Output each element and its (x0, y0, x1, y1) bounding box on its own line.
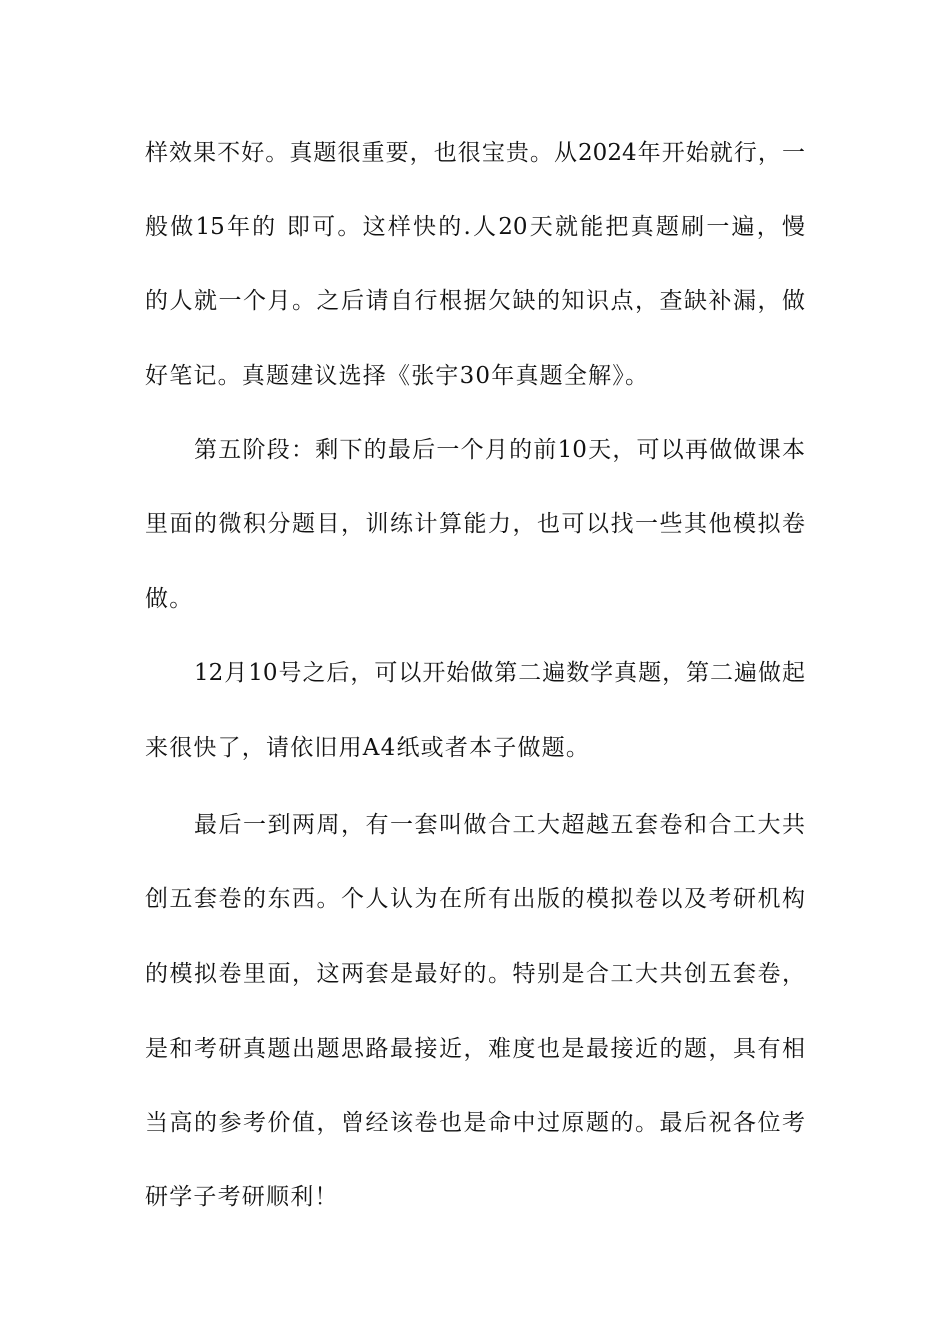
text-line-1: 样效果不好。真题很重要，也很宝贵。从2024年开始就行，一 (145, 140, 805, 166)
text-line-9: 来很快了，请依旧用A4纸或者本子做题。 (145, 735, 591, 761)
text-line-5: 第五阶段：剩下的最后一个月的前10天，可以再做做课本 (194, 437, 805, 463)
text-line-4: 好笔记。真题建议选择《张宇30年真题全解》。 (145, 363, 650, 389)
text-line-15: 研学子考研顺利！ (145, 1184, 339, 1210)
text-line-7: 做。 (145, 586, 194, 612)
text-line-13: 是和考研真题出题思路最接近，难度也是最接近的题，具有相 (145, 1036, 805, 1062)
text-line-6: 里面的微积分题目，训练计算能力，也可以找一些其他模拟卷 (145, 511, 805, 537)
text-line-14: 当高的参考价值，曾经该卷也是命中过原题的。最后祝各位考 (145, 1110, 805, 1136)
text-line-8: 12月10号之后，可以开始做第二遍数学真题，第二遍做起 (194, 660, 805, 686)
text-line-12: 的模拟卷里面，这两套是最好的。特别是合工大共创五套卷， (145, 961, 805, 987)
text-line-10: 最后一到两周，有一套叫做合工大超越五套卷和合工大共 (194, 812, 805, 838)
text-line-2: 般做15年的 即可。这样快的.人20天就能把真题刷一遍，慢 (145, 214, 805, 240)
text-line-3: 的人就一个月。之后请自行根据欠缺的知识点，查缺补漏，做 (145, 288, 805, 314)
text-line-11: 创五套卷的东西。个人认为在所有出版的模拟卷以及考研机构 (145, 886, 805, 912)
